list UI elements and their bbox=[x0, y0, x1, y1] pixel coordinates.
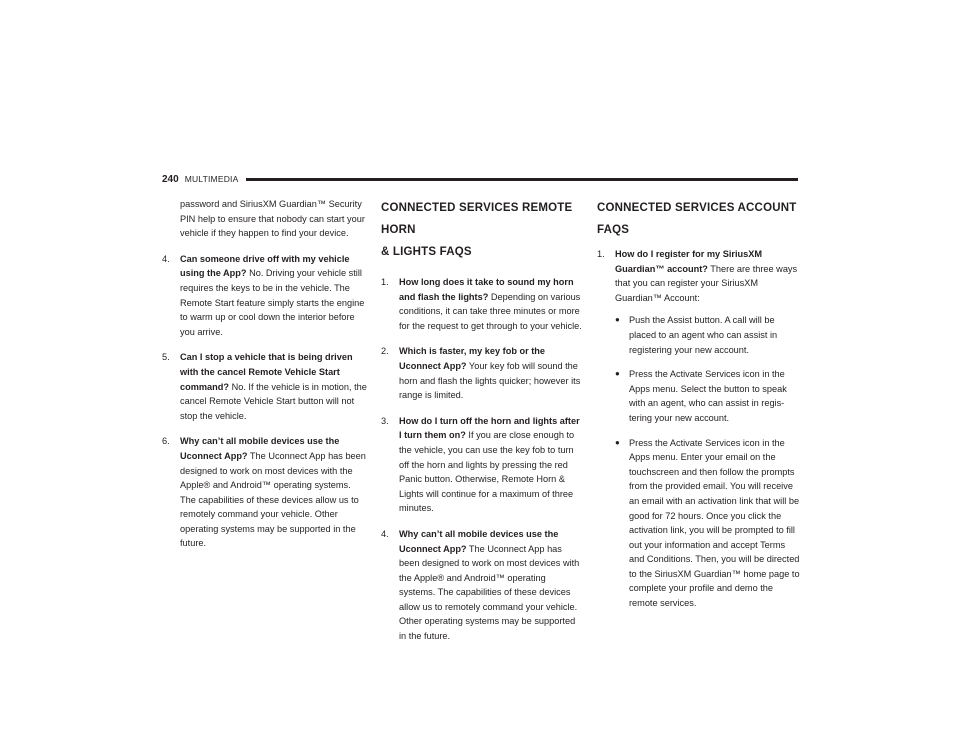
question: Why can’t all mobile devices use the Uconnect App? bbox=[399, 528, 559, 554]
item-number: 2. bbox=[381, 346, 389, 357]
question: How long does it take to sound my horn and flash the lights? bbox=[399, 277, 574, 302]
item-body bbox=[399, 344, 584, 402]
question: Which is faster, my key fob or the Uconnect App? bbox=[399, 346, 546, 371]
item-body bbox=[399, 527, 584, 644]
column-1 bbox=[162, 197, 367, 562]
answer: If you are close enough to the vehicle, you can use the key fob to turn off the horn and lights by pressing the red Panic button. Otherwise, Remote Horn & Lights will continue for a maximum of three minutes. bbox=[399, 430, 575, 514]
bullet-item bbox=[615, 436, 800, 611]
bullet-text: Push the Assist button. A call will be placed to an agent who can assist in registering your new account. bbox=[629, 315, 778, 355]
item-number: 6. bbox=[162, 436, 170, 447]
item-body bbox=[180, 434, 367, 551]
continuation-text: password and SiriusXM Guardian™ Security PIN help to ensure that nobody can start your vehicle if they happen to find your device. bbox=[180, 199, 365, 239]
answer: No. If the vehicle is in motion, the cancel Remote Vehicle Start button will not stop the vehicle. bbox=[180, 381, 367, 421]
answer: Depending on various conditions, it can take three minutes or more for the request to get through to your vehicle. bbox=[399, 291, 582, 331]
heading-line-2: & LIGHTS FAQS bbox=[381, 246, 472, 258]
item-body bbox=[615, 247, 800, 621]
item-number: 5. bbox=[162, 352, 170, 363]
column-3 bbox=[597, 197, 800, 632]
faq-item bbox=[381, 414, 584, 516]
answer: The Uconnect App has been designed to work on most devices with the Apple® and Android™ operating systems. The capabilities of these devices allow us to remotely command your vehicle. Other operating systems may be supported in the future. bbox=[399, 543, 580, 642]
faq-list bbox=[162, 252, 367, 551]
item-number: 3. bbox=[381, 415, 389, 426]
faq-list bbox=[381, 275, 584, 644]
bullet-icon: ● bbox=[615, 315, 620, 325]
item-body bbox=[399, 414, 584, 516]
column-2 bbox=[381, 197, 584, 655]
item-number: 1. bbox=[381, 277, 389, 287]
bullet-icon: ● bbox=[615, 437, 620, 447]
bullet-list bbox=[615, 313, 800, 610]
item-body bbox=[180, 252, 367, 340]
answer: There are three ways that you can register your SiriusXM Guardian™ Account: bbox=[615, 263, 798, 303]
bullet-item bbox=[615, 313, 800, 357]
question: Can someone drive off with my vehicle using the App? bbox=[180, 253, 350, 279]
question: How do I turn off the horn and lights after I turn them on? bbox=[399, 415, 580, 441]
page-header bbox=[162, 169, 798, 189]
bullet-icon: ● bbox=[615, 369, 620, 379]
item-number: 4. bbox=[381, 528, 389, 539]
question: Can I stop a vehicle that is being driven with the cancel Remote Vehicle Start command? bbox=[180, 352, 353, 392]
item-number: 1. bbox=[597, 249, 605, 259]
heading-line-1: CONNECTED SERVICES REMOTE HORN bbox=[381, 202, 573, 236]
bullet-text: Press the Activate Services icon in the Apps menu. Enter your email on the touchscreen and then follow the prompts from the provided email. You will receive an email with an activation link that will be good for 72 hours. Once you click the activation link, you will be prompted to fill out your information and accept Terms and Conditions. Then, you will be directed to the SiriusXM Guardian™ home page to complete your profile and demo the remote services. bbox=[629, 437, 800, 609]
faq-item bbox=[597, 247, 800, 621]
answer: No. Driving your vehicle still requires the keys to be in the vehicle. The Remote Start feature simply starts the engine to warm up or cool down the interior before you arrive. bbox=[180, 268, 365, 337]
bullet-text: Press the Activate Services icon in the Apps menu. Select the button to speak with an agent, who can assist in regis-tering your new account. bbox=[629, 369, 787, 423]
answer: The Uconnect App has been designed to work on most devices with the Apple® and Android™ operating systems. The capabilities of these devices allow us to remotely command your vehicle. Other operating systems may be supported in the future. bbox=[180, 450, 366, 549]
header-rule bbox=[246, 178, 798, 181]
bullet-item bbox=[615, 367, 800, 425]
faq-item bbox=[162, 350, 367, 423]
question: How do I register for my SiriusXM Guardian™ account? bbox=[615, 249, 763, 274]
item-body bbox=[399, 275, 584, 333]
section-name: MULTIMEDIA bbox=[184, 174, 239, 184]
section-heading bbox=[381, 197, 584, 263]
faq-item bbox=[162, 252, 367, 340]
answer: Your key fob will sound the horn and flash the lights quicker; however its range is limited. bbox=[399, 360, 581, 401]
faq-list bbox=[597, 247, 800, 621]
faq-item bbox=[381, 275, 584, 333]
faq-item bbox=[381, 527, 584, 644]
faq-item bbox=[162, 434, 367, 551]
faq-item bbox=[381, 344, 584, 402]
item-body bbox=[180, 350, 367, 423]
page-number: 240 bbox=[162, 173, 179, 185]
question: Why can’t all mobile devices use the Uconnect App? bbox=[180, 436, 340, 461]
item-number: 4. bbox=[162, 253, 170, 264]
section-heading: CONNECTED SERVICES ACCOUNT FAQS bbox=[597, 202, 797, 236]
